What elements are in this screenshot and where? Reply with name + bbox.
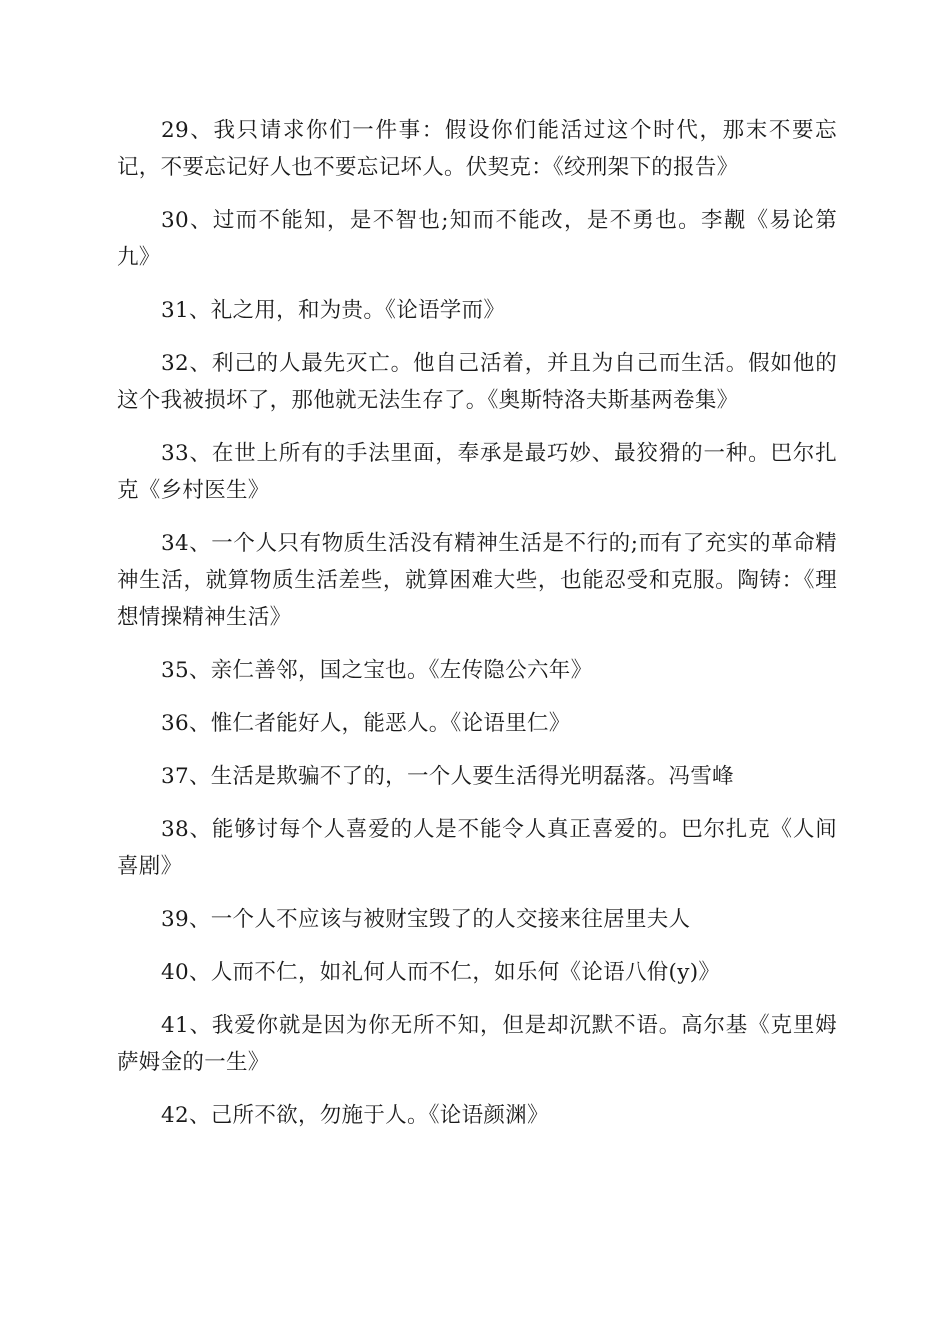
quote-paragraph: 30、过而不能知，是不智也;知而不能改，是不勇也。李觏《易论第九》 <box>117 208 837 270</box>
quote-paragraph: 38、能够讨每个人喜爱的人是不能令人真正喜爱的。巴尔扎克《人间喜剧》 <box>117 817 837 879</box>
quote-paragraph: 34、一个人只有物质生活没有精神生活是不行的;而有了充实的革命精神生活，就算物质生活差些，就算困难大些，也能忍受和克服。陶铸：《理想情操精神生活》 <box>117 531 837 630</box>
quote-paragraph: 42、己所不欲，勿施于人。《论语颜渊》 <box>161 1103 549 1128</box>
quote-paragraph: 39、一个人不应该与被财宝毁了的人交接来往居里夫人 <box>161 907 691 932</box>
quote-paragraph: 32、利己的人最先灭亡。他自己活着，并且为自己而生活。假如他的这个我被损坏了，那他就无法生存了。《奥斯特洛夫斯基两卷集》 <box>117 351 837 413</box>
quote-paragraph: 37、生活是欺骗不了的，一个人要生活得光明磊落。冯雪峰 <box>161 764 734 789</box>
quote-list <box>117 112 837 1150</box>
quote-paragraph: 31、礼之用，和为贵。《论语学而》 <box>161 298 506 323</box>
quote-paragraph: 33、在世上所有的手法里面，奉承是最巧妙、最狡猾的一种。巴尔扎克《乡村医生》 <box>117 441 837 503</box>
quote-paragraph: 35、亲仁善邻，国之宝也。《左传隐公六年》 <box>161 658 593 683</box>
quote-paragraph: 40、人而不仁，如礼何人而不仁，如乐何《论语八佾(y)》 <box>161 960 721 985</box>
quote-paragraph: 41、我爱你就是因为你无所不知，但是却沉默不语。高尔基《克里姆萨姆金的一生》 <box>117 1013 837 1075</box>
quote-paragraph: 29、我只请求你们一件事：假设你们能活过这个时代，那末不要忘记，不要忘记好人也不要忘记坏人。伏契克：《绞刑架下的报告》 <box>117 118 837 180</box>
quote-paragraph: 36、惟仁者能好人，能恶人。《论语里仁》 <box>161 711 571 736</box>
